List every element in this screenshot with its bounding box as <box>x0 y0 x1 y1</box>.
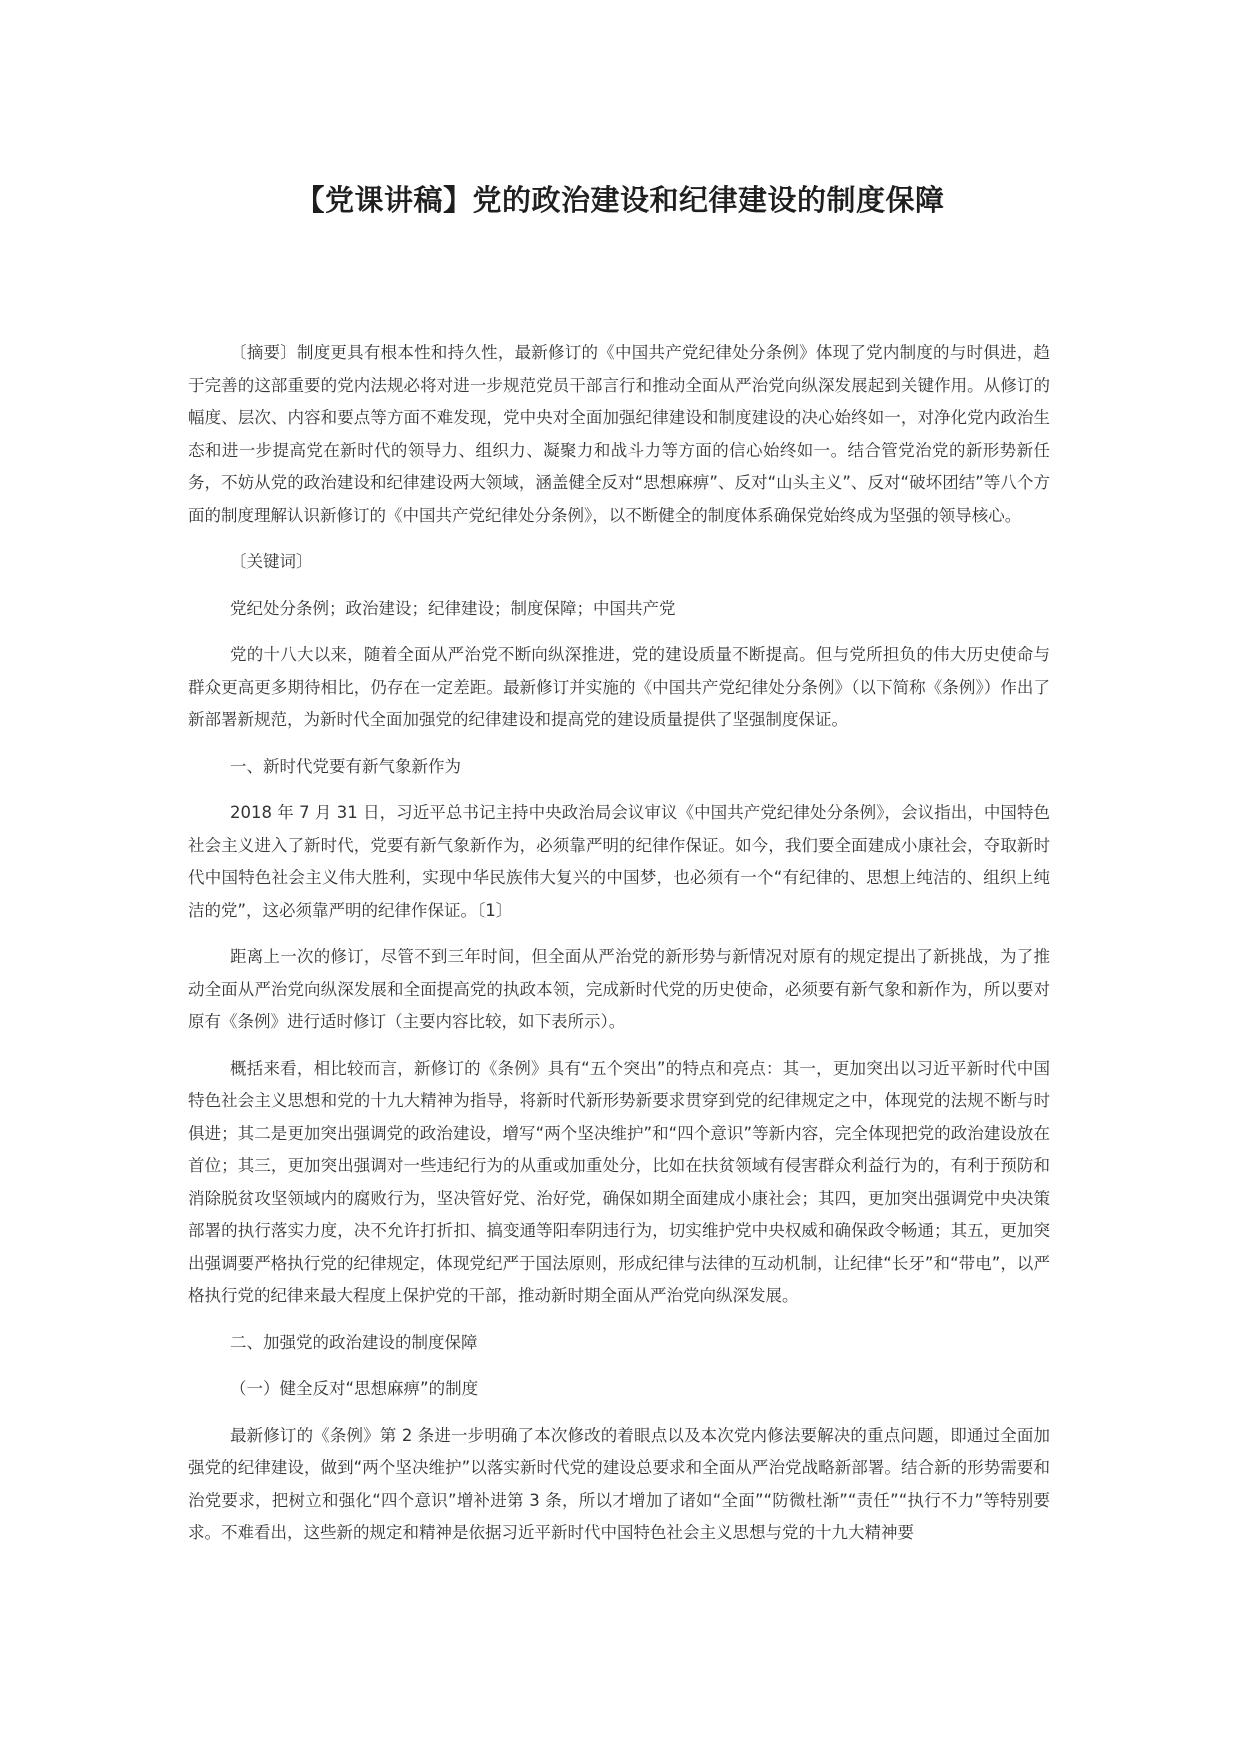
abstract-paragraph: 〔摘要〕制度更具有根本性和持久性，最新修订的《中国共产党纪律处分条例》体现了党内制度的与时俱进，趋于完善的这部重要的党内法规必将对进一步规范党员干部言行和推动全面从严治党向纵深发展起到关键作用。从修订的幅度、层次、内容和要点等方面不难发现，党中央对全面加强纪律建设和制度建设的决心始终如一，对净化党内政治生态和进一步提高党在新时代的领导力、组织力、凝聚力和战斗力等方面的信心始终如一。结合管党治党的新形势新任务，不妨从党的政治建设和纪律建设两大领域，涵盖健全反对“思想麻痹”、反对“山头主义”、反对“破坏团结”等八个方面的制度理解认识新修订的《中国共产党纪律处分条例》，以不断健全的制度体系确保党始终成为坚强的领导核心。 <box>188 343 1050 525</box>
body-paragraph: 2018 年 7 月 31 日，习近平总书记主持中央政治局会议审议《中国共产党纪律处分条例》，会议指出，中国特色社会主义进入了新时代，党要有新气象新作为，必须靠严明的纪律作保证。如今，我们要全面建成小康社会，夺取新时代中国特色社会主义伟大胜利，实现中华民族伟大复兴的中国梦，也必须有一个“有纪律的、思想上纯洁的、组织上纯洁的党”，这必须靠严明的纪律作保证。〔1〕 <box>188 803 1050 920</box>
section-heading-1: 一、新时代党要有新气象新作为 <box>230 756 461 776</box>
body-paragraph: 概括来看，相比较而言，新修订的《条例》具有“五个突出”的特点和亮点：其一，更加突出以习近平新时代中国特色社会主义思想和党的十九大精神为指导，将新时代新形势新要求贯穿到党的纪律规定之中，体现党的法规不断与时俱进；其二是更加突出强调党的政治建设，增写“两个坚决维护”和“四个意识”等新内容，完全体现把党的政治建设放在首位；其三，更加突出强调对一些违纪行为的从重或加重处分，比如在扶贫领域有侵害群众利益行为的，有利于预防和消除脱贫攻坚领域内的腐败行为，坚决管好党、治好党，确保如期全面建成小康社会；其四，更加突出强调党中央决策部署的执行落实力度，决不允许打折扣、搞变通等阳奉阴违行为，切实维护党中央权威和确保政令畅通；其五，更加突出强调要严格执行党的纪律规定，体现党纪严于国法原则，形成纪律与法律的互动机制，让纪律“长牙”和“带电”，以严格执行党的纪律来最大程度上保护党的干部，推动新时期全面从严治党向纵深发展。 <box>188 1058 1050 1305</box>
intro-paragraph: 党的十八大以来，随着全面从严治党不断向纵深推进，党的建设质量不断提高。但与党所担负的伟大历史使命与群众更高更多期待相比，仍存在一定差距。最新修订并实施的《中国共产党纪律处分条例》（以下简称《条例》）作出了新部署新规范，为新时代全面加强党的纪律建设和提高党的建设质量提供了坚强制度保证。 <box>188 645 1050 729</box>
subsection-heading-1: （一）健全反对“思想麻痹”的制度 <box>230 1379 479 1398</box>
section-heading-2: 二、加强党的政治建设的制度保障 <box>230 1332 478 1352</box>
document-title: 【党课讲稿】党的政治建设和纪律建设的制度保障 <box>295 183 945 217</box>
keywords-list: 党纪处分条例；政治建设；纪律建设；制度保障；中国共产党 <box>230 598 676 618</box>
keywords-heading: 〔关键词〕 <box>230 552 313 571</box>
body-paragraph: 距离上一次的修订，尽管不到三年时间，但全面从严治党的新形势与新情况对原有的规定提出了新挑战，为了推动全面从严治党向纵深发展和全面提高党的执政本领，完成新时代党的历史使命，必须要有新气象和新作为，所以要对原有《条例》进行适时修订（主要内容比较，如下表所示）。 <box>188 947 1050 1031</box>
body-paragraph: 最新修订的《条例》第 2 条进一步明确了本次修改的着眼点以及本次党内修法要解决的重点问题，即通过全面加强党的纪律建设，做到“两个坚决维护”以落实新时代党的建设总要求和全面从严治党战略新部署。结合新的形势需要和治党要求，把树立和强化“四个意识”增补进第 3 条，所以才增加了诸如“全面”“防微杜渐”“责任”“执行不力”等特别要求。不难看出，这些新的规定和精神是依据习近平新时代中国特色社会主义思想与党的十九大精神要 <box>188 1425 1050 1542</box>
document-body <box>188 337 1050 1564</box>
